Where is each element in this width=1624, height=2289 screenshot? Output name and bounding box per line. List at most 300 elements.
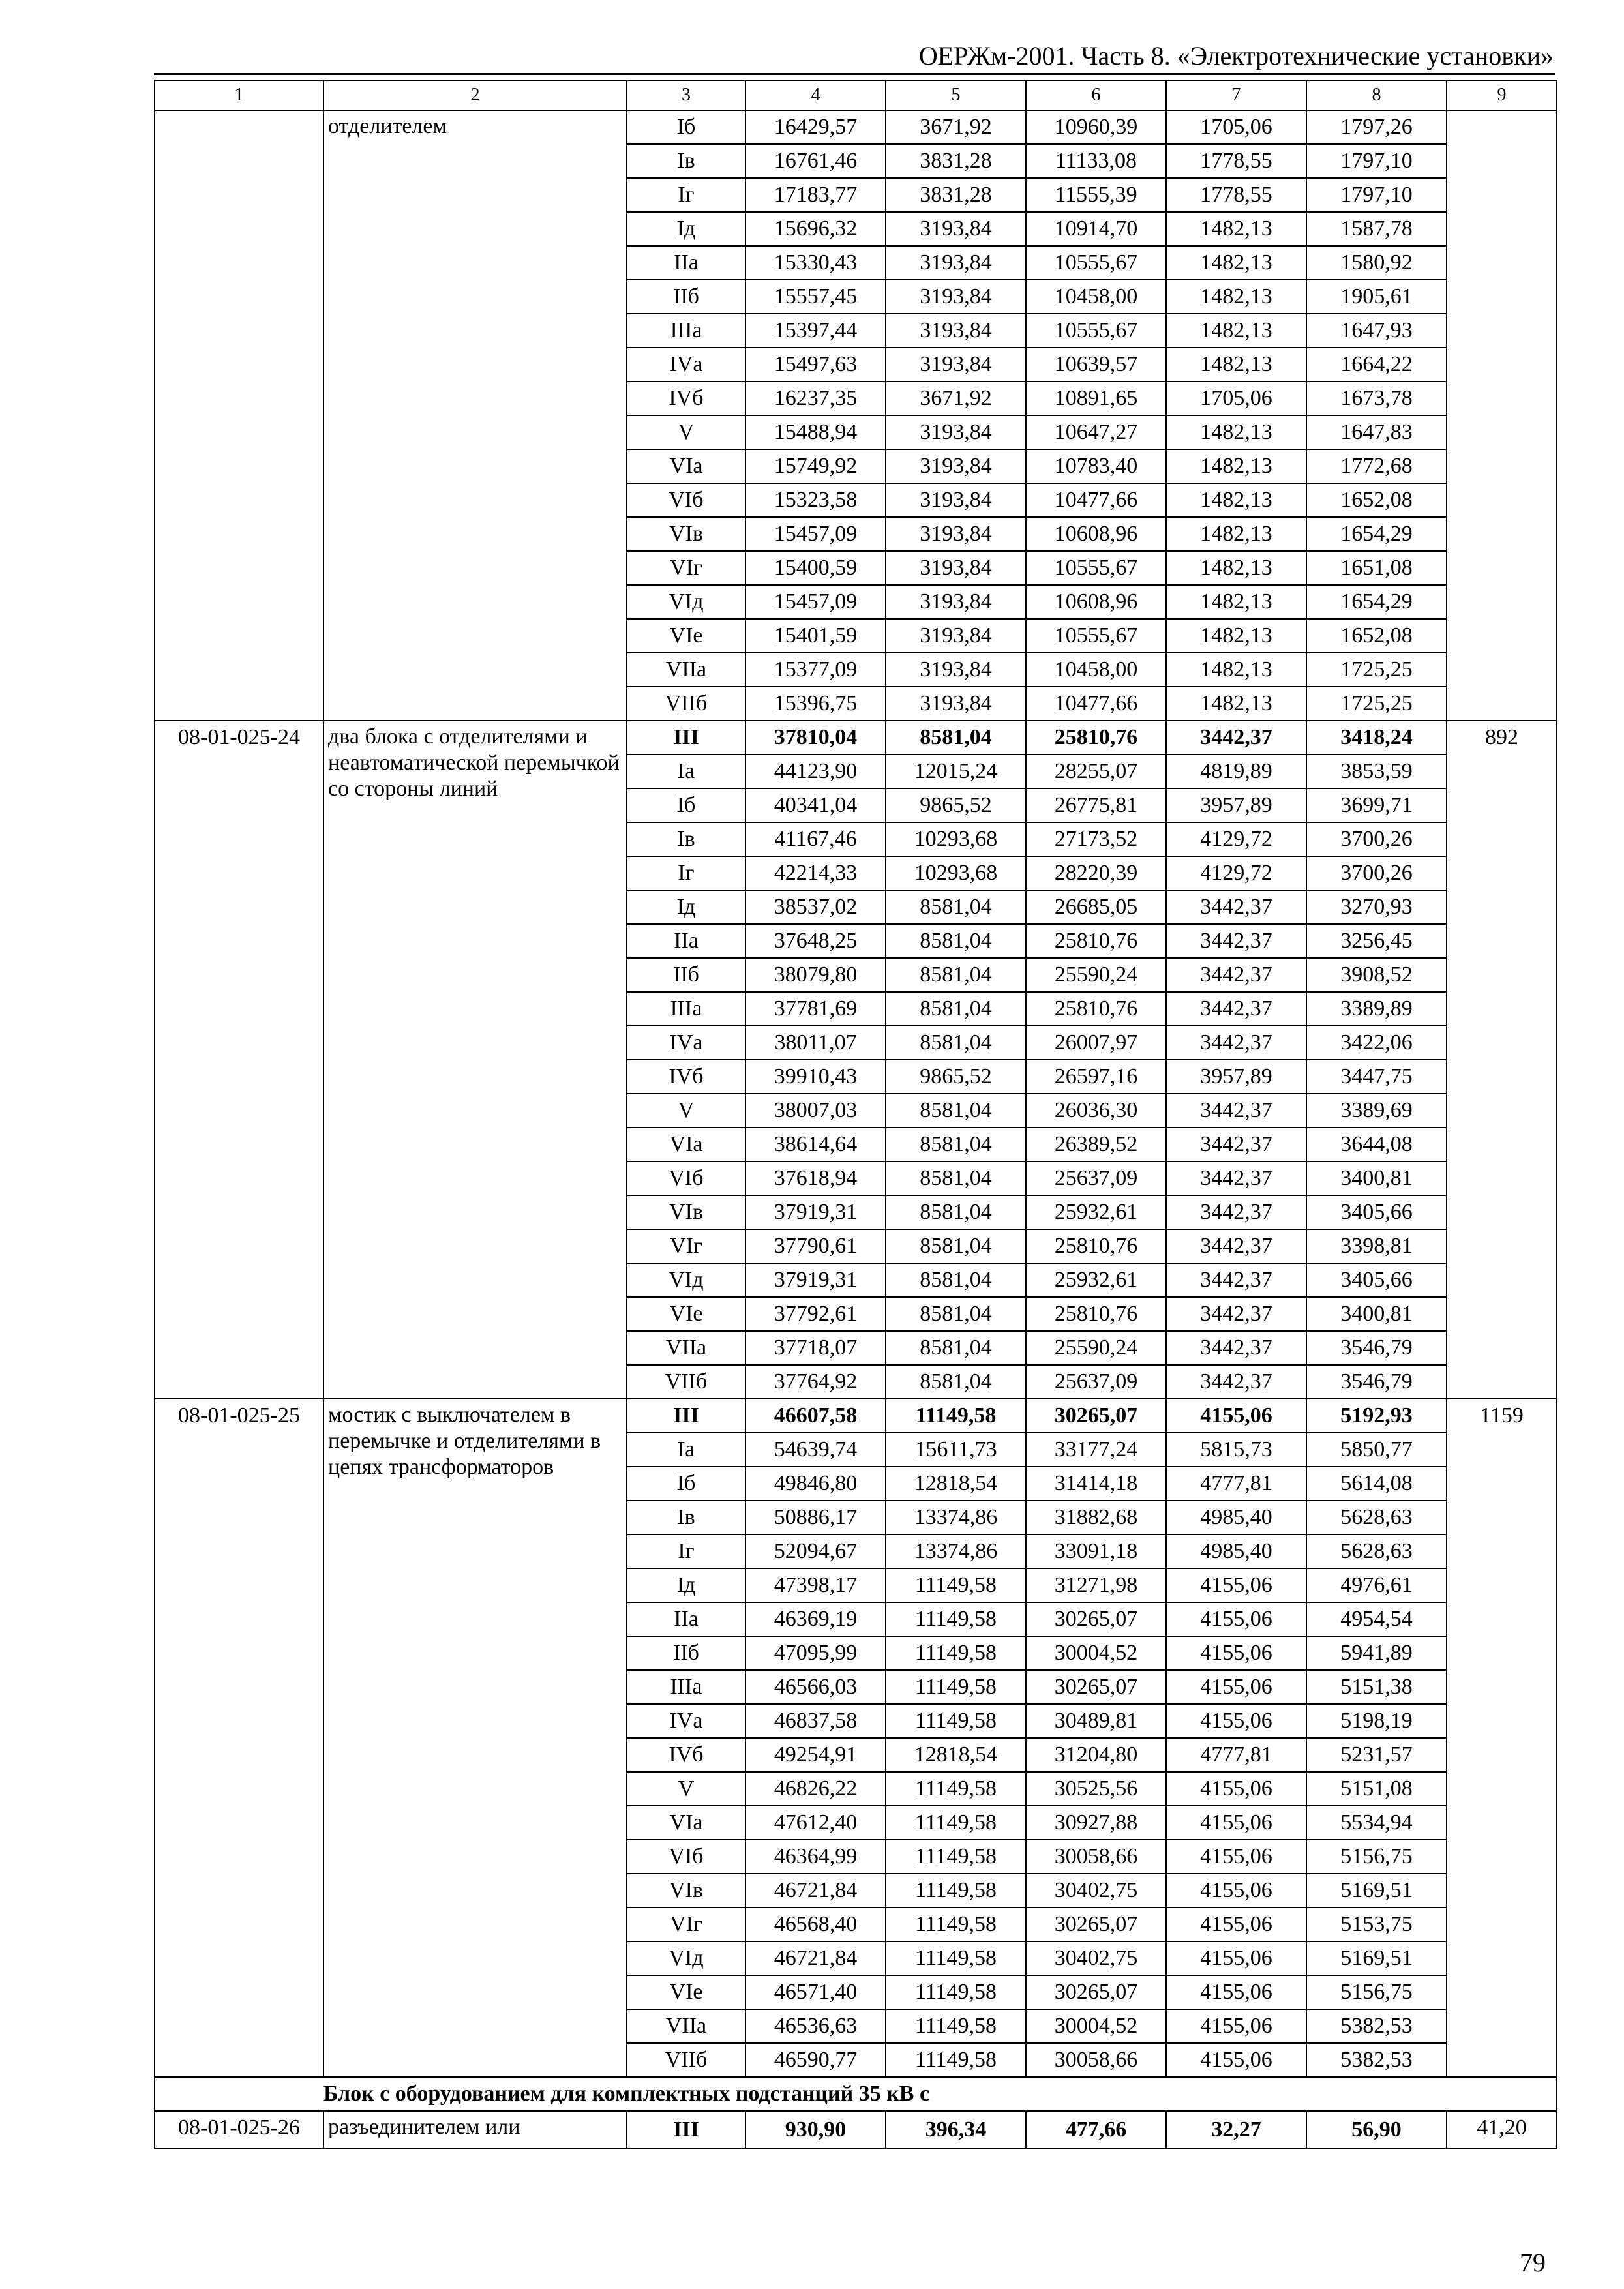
region-code: VIг — [627, 1908, 745, 1941]
value-col6: 25810,76 — [1026, 992, 1166, 1026]
value-col4: 47095,99 — [745, 1636, 886, 1670]
region-code: IIIа — [627, 992, 745, 1026]
value-col6: 25932,61 — [1026, 1195, 1166, 1229]
value-col5: 3831,28 — [886, 144, 1026, 178]
value-col4: 15557,45 — [745, 280, 886, 314]
region-code: Iа — [627, 1433, 745, 1467]
column-number: 3 — [627, 80, 745, 110]
region-code: IIб — [627, 1636, 745, 1670]
value-col4: 46536,63 — [745, 2009, 886, 2043]
value-col6: 30927,88 — [1026, 1806, 1166, 1840]
value-col8: 3644,08 — [1306, 1128, 1447, 1161]
value-col6: 26597,16 — [1026, 1060, 1166, 1094]
value-col7: 4129,72 — [1166, 856, 1306, 890]
value-col8: 1580,92 — [1306, 246, 1447, 280]
value-col8: 3700,26 — [1306, 822, 1447, 856]
value-col7: 4985,40 — [1166, 1534, 1306, 1568]
region-code: VIв — [627, 1874, 745, 1908]
value-col7: 1705,06 — [1166, 382, 1306, 415]
value-col5: 8581,04 — [886, 1331, 1026, 1365]
value-col6: 477,66 — [1026, 2111, 1166, 2149]
value-col7: 3442,37 — [1166, 1026, 1306, 1060]
value-col5: 8581,04 — [886, 1365, 1026, 1399]
value-col6: 30525,56 — [1026, 1772, 1166, 1806]
value-col6: 30402,75 — [1026, 1874, 1166, 1908]
value-col5: 3193,84 — [886, 449, 1026, 483]
value-col7: 3442,37 — [1166, 924, 1306, 958]
value-col6: 31271,98 — [1026, 1568, 1166, 1602]
value-col4: 46607,58 — [745, 1399, 886, 1433]
rate-description: разъединителем или — [323, 2111, 627, 2149]
rate-code: 08-01-025-24 — [155, 721, 323, 1399]
value-col7: 1482,13 — [1166, 212, 1306, 246]
value-col4: 47398,17 — [745, 1568, 886, 1602]
region-code: IIIа — [627, 314, 745, 348]
value-col8: 3400,81 — [1306, 1161, 1447, 1195]
value-col6: 26389,52 — [1026, 1128, 1166, 1161]
value-col5: 11149,58 — [886, 1636, 1026, 1670]
value-col4: 47612,40 — [745, 1806, 886, 1840]
column-number: 4 — [745, 80, 886, 110]
value-col7: 3442,37 — [1166, 890, 1306, 924]
value-col5: 8581,04 — [886, 1094, 1026, 1128]
value-col6: 28255,07 — [1026, 755, 1166, 788]
value-col7: 3442,37 — [1166, 1195, 1306, 1229]
value-col6: 33091,18 — [1026, 1534, 1166, 1568]
value-col9: 1159 — [1447, 1399, 1557, 2077]
region-code: IVб — [627, 1060, 745, 1094]
value-col4: 930,90 — [745, 2111, 886, 2149]
value-col8: 1647,93 — [1306, 314, 1447, 348]
value-col6: 10608,96 — [1026, 585, 1166, 619]
value-col7: 3442,37 — [1166, 958, 1306, 992]
rate-description: мостик с выключателем в перемычке и отделителями в цепях трансформаторов — [323, 1399, 627, 2077]
value-col6: 25637,09 — [1026, 1365, 1166, 1399]
value-col8: 1797,10 — [1306, 144, 1447, 178]
value-col6: 10555,67 — [1026, 314, 1166, 348]
table-row — [155, 110, 1557, 144]
value-col4: 46826,22 — [745, 1772, 886, 1806]
table-body — [155, 80, 1557, 2149]
value-col5: 8581,04 — [886, 924, 1026, 958]
value-col5: 11149,58 — [886, 1772, 1026, 1806]
value-col5: 11149,58 — [886, 1806, 1026, 1840]
value-col8: 3853,59 — [1306, 755, 1447, 788]
value-col4: 15696,32 — [745, 212, 886, 246]
region-code: VIд — [627, 585, 745, 619]
value-col4: 16237,35 — [745, 382, 886, 415]
region-code: Iг — [627, 856, 745, 890]
value-col7: 1482,13 — [1166, 483, 1306, 517]
region-code: IIа — [627, 1602, 745, 1636]
value-col4: 54639,74 — [745, 1433, 886, 1467]
region-code: III — [627, 721, 745, 755]
value-col8: 1664,22 — [1306, 348, 1447, 382]
region-code: VIг — [627, 1229, 745, 1263]
region-code: VIIа — [627, 1331, 745, 1365]
value-col8: 5151,08 — [1306, 1772, 1447, 1806]
value-col8: 1673,78 — [1306, 382, 1447, 415]
value-col5: 3831,28 — [886, 178, 1026, 212]
value-col7: 1482,13 — [1166, 449, 1306, 483]
value-col7: 4777,81 — [1166, 1738, 1306, 1772]
value-col7: 1482,13 — [1166, 314, 1306, 348]
region-code: VIIа — [627, 653, 745, 687]
value-col6: 10458,00 — [1026, 653, 1166, 687]
value-col4: 50886,17 — [745, 1501, 886, 1534]
value-col6: 30489,81 — [1026, 1704, 1166, 1738]
value-col5: 12818,54 — [886, 1467, 1026, 1501]
value-col5: 3193,84 — [886, 348, 1026, 382]
value-col7: 4155,06 — [1166, 1670, 1306, 1704]
region-code: VIе — [627, 1297, 745, 1331]
value-col4: 37618,94 — [745, 1161, 886, 1195]
value-col6: 28220,39 — [1026, 856, 1166, 890]
region-code: V — [627, 1094, 745, 1128]
value-col7: 4155,06 — [1166, 1806, 1306, 1840]
value-col6: 10555,67 — [1026, 246, 1166, 280]
value-col6: 25932,61 — [1026, 1263, 1166, 1297]
value-col8: 5382,53 — [1306, 2009, 1447, 2043]
region-code: VIв — [627, 517, 745, 551]
value-col8: 1651,08 — [1306, 551, 1447, 585]
value-col8: 1725,25 — [1306, 687, 1447, 721]
section-heading-row — [155, 2077, 1557, 2111]
value-col7: 3442,37 — [1166, 992, 1306, 1026]
value-col6: 30058,66 — [1026, 1840, 1166, 1874]
value-col7: 1482,13 — [1166, 517, 1306, 551]
value-col5: 3671,92 — [886, 382, 1026, 415]
region-code: IVа — [627, 1704, 745, 1738]
value-col7: 4155,06 — [1166, 1772, 1306, 1806]
value-col7: 1482,13 — [1166, 619, 1306, 653]
value-col9: 41,20 — [1447, 2111, 1557, 2149]
value-col6: 10639,57 — [1026, 348, 1166, 382]
value-col7: 4155,06 — [1166, 1975, 1306, 2009]
value-col6: 26775,81 — [1026, 788, 1166, 822]
value-col5: 12015,24 — [886, 755, 1026, 788]
value-col5: 10293,68 — [886, 822, 1026, 856]
column-numbers-row — [155, 80, 1557, 110]
region-code: Iб — [627, 1467, 745, 1501]
value-col7: 4777,81 — [1166, 1467, 1306, 1501]
value-col7: 4129,72 — [1166, 822, 1306, 856]
value-col5: 8581,04 — [886, 1297, 1026, 1331]
value-col5: 8581,04 — [886, 1263, 1026, 1297]
value-col6: 10783,40 — [1026, 449, 1166, 483]
value-col5: 8581,04 — [886, 721, 1026, 755]
value-col7: 3442,37 — [1166, 1263, 1306, 1297]
value-col4: 46568,40 — [745, 1908, 886, 1941]
value-col7: 1778,55 — [1166, 178, 1306, 212]
value-col6: 31204,80 — [1026, 1738, 1166, 1772]
region-code: IVа — [627, 1026, 745, 1060]
value-col6: 30265,07 — [1026, 1602, 1166, 1636]
value-col8: 3256,45 — [1306, 924, 1447, 958]
value-col7: 4155,06 — [1166, 1840, 1306, 1874]
value-col6: 30265,07 — [1026, 1399, 1166, 1433]
value-col8: 1652,08 — [1306, 619, 1447, 653]
region-code: IIа — [627, 924, 745, 958]
value-col6: 25590,24 — [1026, 1331, 1166, 1365]
region-code: III — [627, 2111, 745, 2149]
value-col5: 3671,92 — [886, 110, 1026, 144]
value-col8: 5156,75 — [1306, 1975, 1447, 2009]
value-col7: 3442,37 — [1166, 1161, 1306, 1195]
region-code: VIIб — [627, 1365, 745, 1399]
region-code: VIб — [627, 483, 745, 517]
page-number: 79 — [1520, 2248, 1546, 2277]
value-col8: 1905,61 — [1306, 280, 1447, 314]
value-col4: 15397,44 — [745, 314, 886, 348]
value-col8: 3389,69 — [1306, 1094, 1447, 1128]
value-col6: 10477,66 — [1026, 483, 1166, 517]
value-col8: 4954,54 — [1306, 1602, 1447, 1636]
value-col4: 37781,69 — [745, 992, 886, 1026]
rate-code: 08-01-025-26 — [155, 2111, 323, 2149]
value-col5: 3193,84 — [886, 483, 1026, 517]
value-col5: 13374,86 — [886, 1534, 1026, 1568]
value-col7: 4155,06 — [1166, 1568, 1306, 1602]
rate-description: отделителем — [323, 110, 627, 721]
value-col5: 11149,58 — [886, 1975, 1026, 2009]
value-col8: 5850,77 — [1306, 1433, 1447, 1467]
value-col5: 11149,58 — [886, 1908, 1026, 1941]
value-col4: 15396,75 — [745, 687, 886, 721]
value-col4: 39910,43 — [745, 1060, 886, 1094]
value-col4: 52094,67 — [745, 1534, 886, 1568]
region-code: VIа — [627, 449, 745, 483]
value-col4: 16429,57 — [745, 110, 886, 144]
value-col8: 1772,68 — [1306, 449, 1447, 483]
value-col7: 4155,06 — [1166, 1874, 1306, 1908]
value-col6: 30058,66 — [1026, 2043, 1166, 2077]
table-row — [155, 721, 1557, 755]
value-col4: 37764,92 — [745, 1365, 886, 1399]
value-col8: 3270,93 — [1306, 890, 1447, 924]
value-col6: 30265,07 — [1026, 1670, 1166, 1704]
value-col6: 26036,30 — [1026, 1094, 1166, 1128]
value-col4: 46571,40 — [745, 1975, 886, 2009]
column-number: 9 — [1447, 80, 1557, 110]
value-col5: 3193,84 — [886, 619, 1026, 653]
value-col7: 1482,13 — [1166, 687, 1306, 721]
value-col4: 49254,91 — [745, 1738, 886, 1772]
value-col5: 11149,58 — [886, 1874, 1026, 1908]
value-col8: 3418,24 — [1306, 721, 1447, 755]
region-code: VIв — [627, 1195, 745, 1229]
value-col8: 5628,63 — [1306, 1534, 1447, 1568]
value-col6: 30004,52 — [1026, 1636, 1166, 1670]
value-col5: 8581,04 — [886, 1128, 1026, 1161]
region-code: VIIб — [627, 2043, 745, 2077]
value-col8: 5169,51 — [1306, 1874, 1447, 1908]
value-col6: 10647,27 — [1026, 415, 1166, 449]
value-col5: 11149,58 — [886, 1399, 1026, 1433]
region-code: IVа — [627, 348, 745, 382]
region-code: IIб — [627, 280, 745, 314]
value-col8: 1654,29 — [1306, 517, 1447, 551]
value-col7: 3442,37 — [1166, 1297, 1306, 1331]
value-col8: 1797,10 — [1306, 178, 1447, 212]
region-code: VIIа — [627, 2009, 745, 2043]
column-number: 1 — [155, 80, 323, 110]
value-col4: 15497,63 — [745, 348, 886, 382]
value-col8: 3546,79 — [1306, 1365, 1447, 1399]
value-col5: 11149,58 — [886, 2009, 1026, 2043]
value-col6: 31882,68 — [1026, 1501, 1166, 1534]
value-col7: 1705,06 — [1166, 110, 1306, 144]
value-col5: 12818,54 — [886, 1738, 1026, 1772]
value-col8: 5941,89 — [1306, 1636, 1447, 1670]
value-col4: 44123,90 — [745, 755, 886, 788]
value-col5: 10293,68 — [886, 856, 1026, 890]
value-col4: 15457,09 — [745, 517, 886, 551]
value-col6: 25810,76 — [1026, 1297, 1166, 1331]
value-col8: 5628,63 — [1306, 1501, 1447, 1534]
value-col7: 1482,13 — [1166, 653, 1306, 687]
value-col5: 13374,86 — [886, 1501, 1026, 1534]
value-col9 — [1447, 110, 1557, 721]
region-code: Iв — [627, 822, 745, 856]
value-col5: 8581,04 — [886, 958, 1026, 992]
value-col5: 11149,58 — [886, 1602, 1026, 1636]
value-col7: 3442,37 — [1166, 1365, 1306, 1399]
value-col8: 5151,38 — [1306, 1670, 1447, 1704]
value-col5: 3193,84 — [886, 314, 1026, 348]
value-col6: 10458,00 — [1026, 280, 1166, 314]
region-code: Iг — [627, 178, 745, 212]
value-col7: 4155,06 — [1166, 1399, 1306, 1433]
value-col5: 8581,04 — [886, 1195, 1026, 1229]
value-col5: 8581,04 — [886, 1229, 1026, 1263]
value-col7: 3442,37 — [1166, 1128, 1306, 1161]
value-col6: 30004,52 — [1026, 2009, 1166, 2043]
region-code: VIг — [627, 551, 745, 585]
value-col8: 5231,57 — [1306, 1738, 1447, 1772]
value-col5: 11149,58 — [886, 1568, 1026, 1602]
value-col4: 17183,77 — [745, 178, 886, 212]
region-code: Iд — [627, 890, 745, 924]
value-col5: 3193,84 — [886, 280, 1026, 314]
value-col4: 37718,07 — [745, 1331, 886, 1365]
value-col6: 27173,52 — [1026, 822, 1166, 856]
value-col4: 46369,19 — [745, 1602, 886, 1636]
value-col5: 11149,58 — [886, 1941, 1026, 1975]
value-col5: 3193,84 — [886, 246, 1026, 280]
value-col8: 5156,75 — [1306, 1840, 1447, 1874]
value-col4: 41167,46 — [745, 822, 886, 856]
value-col4: 38007,03 — [745, 1094, 886, 1128]
value-col6: 10914,70 — [1026, 212, 1166, 246]
rates-table — [154, 80, 1557, 2149]
value-col7: 4985,40 — [1166, 1501, 1306, 1534]
value-col8: 3700,26 — [1306, 856, 1447, 890]
value-col8: 5534,94 — [1306, 1806, 1447, 1840]
value-col5: 3193,84 — [886, 585, 1026, 619]
value-col8: 1725,25 — [1306, 653, 1447, 687]
value-col5: 3193,84 — [886, 687, 1026, 721]
region-code: IIIа — [627, 1670, 745, 1704]
value-col4: 15323,58 — [745, 483, 886, 517]
value-col6: 30402,75 — [1026, 1941, 1166, 1975]
value-col4: 46590,77 — [745, 2043, 886, 2077]
region-code: VIб — [627, 1161, 745, 1195]
column-number: 5 — [886, 80, 1026, 110]
value-col5: 3193,84 — [886, 517, 1026, 551]
value-col4: 46566,03 — [745, 1670, 886, 1704]
value-col4: 46721,84 — [745, 1941, 886, 1975]
rate-code — [155, 110, 323, 721]
value-col8: 5382,53 — [1306, 2043, 1447, 2077]
value-col5: 11149,58 — [886, 1670, 1026, 1704]
region-code: VIIб — [627, 687, 745, 721]
value-col5: 9865,52 — [886, 788, 1026, 822]
value-col4: 15488,94 — [745, 415, 886, 449]
value-col8: 3908,52 — [1306, 958, 1447, 992]
column-number: 2 — [323, 80, 627, 110]
value-col7: 1482,13 — [1166, 280, 1306, 314]
value-col6: 10477,66 — [1026, 687, 1166, 721]
value-col7: 3442,37 — [1166, 1094, 1306, 1128]
value-col4: 40341,04 — [745, 788, 886, 822]
region-code: Iб — [627, 110, 745, 144]
region-code: VIа — [627, 1128, 745, 1161]
value-col4: 15749,92 — [745, 449, 886, 483]
value-col7: 3957,89 — [1166, 788, 1306, 822]
value-col5: 9865,52 — [886, 1060, 1026, 1094]
value-col6: 10555,67 — [1026, 619, 1166, 653]
value-col7: 4819,89 — [1166, 755, 1306, 788]
value-col8: 3546,79 — [1306, 1331, 1447, 1365]
value-col7: 1482,13 — [1166, 246, 1306, 280]
value-col5: 11149,58 — [886, 2043, 1026, 2077]
value-col6: 10960,39 — [1026, 110, 1166, 144]
rate-code: 08-01-025-25 — [155, 1399, 323, 2077]
column-number: 8 — [1306, 80, 1447, 110]
value-col8: 1647,83 — [1306, 415, 1447, 449]
page-header-title: ОЕРЖм-2001. Часть 8. «Электротехнические установки» — [918, 41, 1554, 70]
value-col8: 5153,75 — [1306, 1908, 1447, 1941]
value-col7: 1482,13 — [1166, 551, 1306, 585]
value-col8: 3405,66 — [1306, 1195, 1447, 1229]
value-col6: 25810,76 — [1026, 924, 1166, 958]
value-col7: 4155,06 — [1166, 1908, 1306, 1941]
value-col8: 1654,29 — [1306, 585, 1447, 619]
value-col8: 1652,08 — [1306, 483, 1447, 517]
value-col7: 4155,06 — [1166, 1704, 1306, 1738]
value-col4: 15330,43 — [745, 246, 886, 280]
header-rule — [154, 73, 1555, 75]
value-col7: 3442,37 — [1166, 721, 1306, 755]
value-col5: 3193,84 — [886, 653, 1026, 687]
value-col4: 46837,58 — [745, 1704, 886, 1738]
region-code: III — [627, 1399, 745, 1433]
value-col8: 1587,78 — [1306, 212, 1447, 246]
value-col5: 3193,84 — [886, 415, 1026, 449]
value-col4: 38614,64 — [745, 1128, 886, 1161]
region-code: Iг — [627, 1534, 745, 1568]
region-code: VIа — [627, 1806, 745, 1840]
value-col8: 3422,06 — [1306, 1026, 1447, 1060]
region-code: Iа — [627, 755, 745, 788]
table-row — [155, 1399, 1557, 1433]
value-col4: 37790,61 — [745, 1229, 886, 1263]
value-col4: 38537,02 — [745, 890, 886, 924]
value-col8: 1797,26 — [1306, 110, 1447, 144]
value-col8: 3398,81 — [1306, 1229, 1447, 1263]
value-col4: 37919,31 — [745, 1263, 886, 1297]
